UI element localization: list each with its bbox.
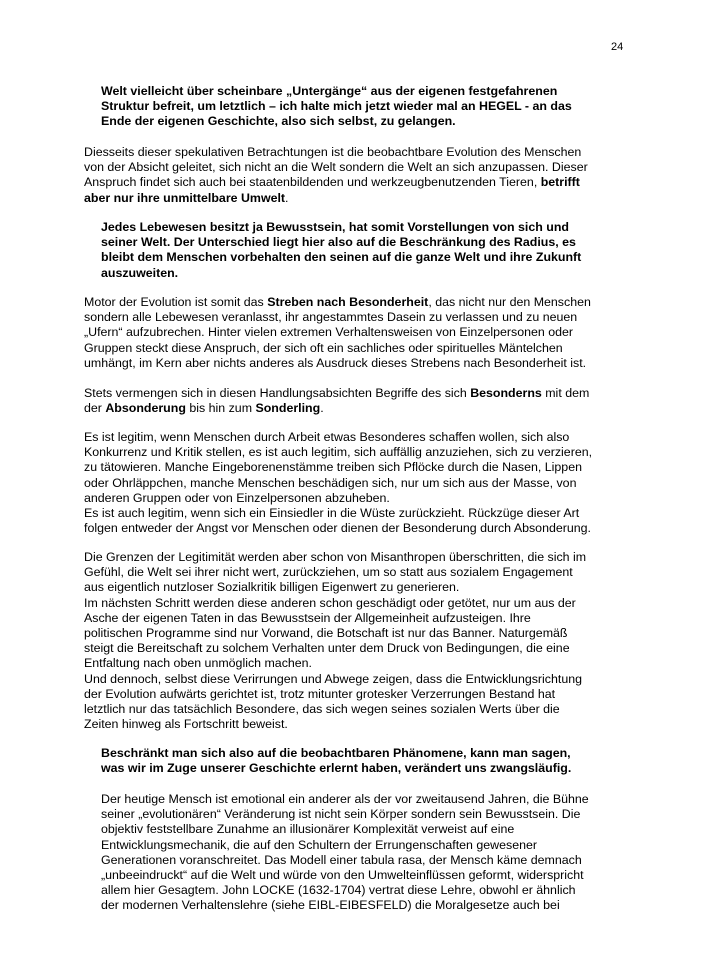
text-line: folgen entweder der Angst vor Menschen oder dienen der Besonderung durch Absonderung. (84, 521, 591, 536)
text-span: mit dem (541, 386, 590, 400)
text-line: Entwicklungsmechanik, die auf den Schultern der Errungenschaften gewesener (101, 837, 537, 852)
text-span: . (285, 190, 289, 205)
text-line (84, 295, 644, 310)
bold-span: aber nur ihre unmittelbare Umwelt (84, 190, 286, 205)
text-line: Entfaltung nach oben unmöglich machen. (84, 656, 313, 671)
text-line: objektiv feststellbare Zunahme an illusionärer Komplexität verweist auf eine (101, 822, 515, 837)
paragraph-heutige-mensch (101, 792, 621, 914)
text-line: umhängt, im Kern aber nichts anderes als Ausdruck dieses Strebens nach Besonderheit ist. (84, 355, 587, 370)
text-line: der modernen Verhaltenslehre (siehe EIBL-EIBESFELD) die Moralgesetze auch bei (101, 898, 560, 913)
text-line: Struktur befreit, um letztlich – ich halte mich jetzt wieder mal an HEGEL - an das (101, 99, 572, 114)
text-line: Diesseits dieser spekulativen Betrachtungen ist die beobachtbare Evolution des Menschen (84, 145, 582, 159)
text-line: Die Grenzen der Legitimität werden aber schon von Misanthropen überschritten, die sich im (84, 550, 587, 564)
text-line: Der heutige Mensch ist emotional ein anderer als der vor zweitausend Jahren, die Bühne (101, 792, 589, 806)
text-line: seiner Welt. Der Unterschied liegt hier also auf die Beschränkung des Radius, es (101, 235, 576, 250)
paragraph-bewusstsein (101, 220, 621, 281)
text-line: steigt die Bereitschaft zu solchem Verhalten unter dem Druck von Bedingungen, die eine (84, 641, 570, 656)
text-line: Zeiten hinweg als Fortschritt beweist. (84, 717, 288, 732)
text-span: , das nicht nur den Menschen (428, 295, 591, 309)
text-line: auszuweiten. (101, 265, 179, 280)
text-span: . (320, 401, 324, 416)
bold-span: Absonderung (105, 401, 186, 416)
paragraph-beschraenkt (101, 746, 621, 776)
text-line (84, 386, 644, 401)
text-span: Stets vermengen sich in diesen Handlungsabsichten Begriffe des sich (84, 386, 471, 400)
bold-span: betrifft (537, 175, 580, 190)
text-line: „unbeeindruckt“ auf die Welt und würde von den Umwelteinflüssen geformt, widerspricht (101, 868, 584, 883)
bold-span: Sonderling (255, 401, 321, 416)
text-line: Konkurrenz und Kritik stellen, es ist auch legitim, sich auffällig anzuziehen, sich zu verzieren, (84, 445, 593, 460)
text-line: was wir im Zuge unserer Geschichte erlernt haben, verändert uns zwangsläufig. (101, 761, 572, 776)
paragraph-legitim (84, 430, 644, 536)
text-line: Welt vielleicht über scheinbare „Untergänge“ aus der eigenen festgefahrenen (101, 84, 558, 98)
paragraph-evolution (84, 145, 644, 206)
bold-span: Besonderns (470, 386, 542, 400)
bold-span: Streben nach Besonderheit (267, 295, 429, 309)
paragraph-besonderns (84, 386, 644, 416)
text-line: Jedes Lebewesen besitzt ja Bewusstsein, hat somit Vorstellungen von sich und (101, 220, 569, 234)
text-line: politischen Programme sind nur Vorwand, die Botschaft ist nur das Banner. Naturgemäß (84, 626, 568, 641)
text-line: Es ist auch legitim, wenn sich ein Einsiedler in die Wüste zurückzieht. Rückzüge dieser Art (84, 506, 580, 521)
text-line: Asche der eigenen Taten in das Bewusstsein der Allgemeinheit aufzusteigen. Ihre (84, 610, 531, 625)
text-line: Im nächsten Schritt werden diese anderen schon geschädigt oder getötet, nur um aus der (84, 595, 576, 610)
text-line: Beschränkt man sich also auf die beobachtbaren Phänomene, kann man sagen, (101, 746, 571, 760)
text-line: aus eigentlich nutzloser Sozialkritik billigen Eigenwert zu generieren. (84, 580, 460, 595)
text-line: Es ist legitim, wenn Menschen durch Arbeit etwas Besonderes schaffen wollen, sich also (84, 430, 570, 444)
paragraph-grenzen (84, 550, 644, 732)
text-line: „Ufern“ aufzubrechen. Hinter vielen extremen Verhaltensweisen von Einzelpersonen oder (84, 325, 574, 340)
text-line: Generationen voranschreitet. Das Modell einer tabula rasa, der Mensch käme demnach (101, 852, 582, 867)
text-line: sondern alle Lebewesen veranlasst, ihr angestammtes Dasein zu verlassen und zu neuen (84, 310, 578, 325)
text-line: anderen Gruppen oder von Einzelpersonen abzuheben. (84, 490, 390, 505)
text-line: der Evolution aufwärts gerichtet ist, trotz mitunter grotesker Verzerrungen Bestand hat (84, 686, 556, 701)
text-line: letztlich nur das tatsächlich Besondere, das sich wegen seines sozialen Werts über die (84, 702, 560, 717)
paragraph-motor (84, 295, 644, 371)
text-line: bleibt dem Menschen vorbehalten den seinen auf die ganze Welt und ihre Zukunft (101, 250, 582, 265)
text-span: Motor der Evolution ist somit das (84, 295, 268, 309)
text-line: Gruppen steckt diese Anspruch, der sich oft ein sachliches oder spirituelles Mäntelchen (84, 340, 563, 355)
text-line: allem hier Gesagtem. John LOCKE (1632-1704) vertrat diese Lehre, obwohl er ähnlich (101, 883, 576, 898)
paragraph-hegel (101, 84, 621, 130)
text-line: Gefühl, die Welt sei ihrer nicht wert, zurückziehen, um so statt aus sozialem Engagement (84, 565, 573, 580)
text-line: Ende der eigenen Geschichte, also sich selbst, zu gelangen. (101, 114, 456, 129)
text-line (84, 191, 644, 206)
text-line (84, 401, 644, 416)
text-line (84, 175, 644, 190)
text-line: oder Ohrläppchen, manche Menschen beschädigen sich, nur um sich aus der Masse, von (84, 475, 577, 490)
text-span: Anspruch findet sich auch bei staatenbildenden und werkzeugbenutzenden Tieren, (84, 175, 538, 190)
text-span: der (84, 401, 106, 416)
text-line: Und dennoch, selbst diese Verirrungen und Abwege zeigen, dass die Entwicklungsrichtung (84, 671, 583, 686)
text-line: zu tätowieren. Manche Eingeborenenstämme treiben sich Pflöcke durch die Nasen, Lippen (84, 460, 582, 475)
text-line: von der Absicht geleitet, sich nicht an die Welt sondern die Welt an sich anzupassen. Dieser (84, 160, 588, 175)
text-span: bis hin zum (185, 401, 256, 416)
page-number: 24 (611, 41, 624, 53)
text-line: seiner „evolutionären“ Veränderung ist nicht sein Körper sondern sein Bewusstsein. Die (101, 807, 581, 822)
